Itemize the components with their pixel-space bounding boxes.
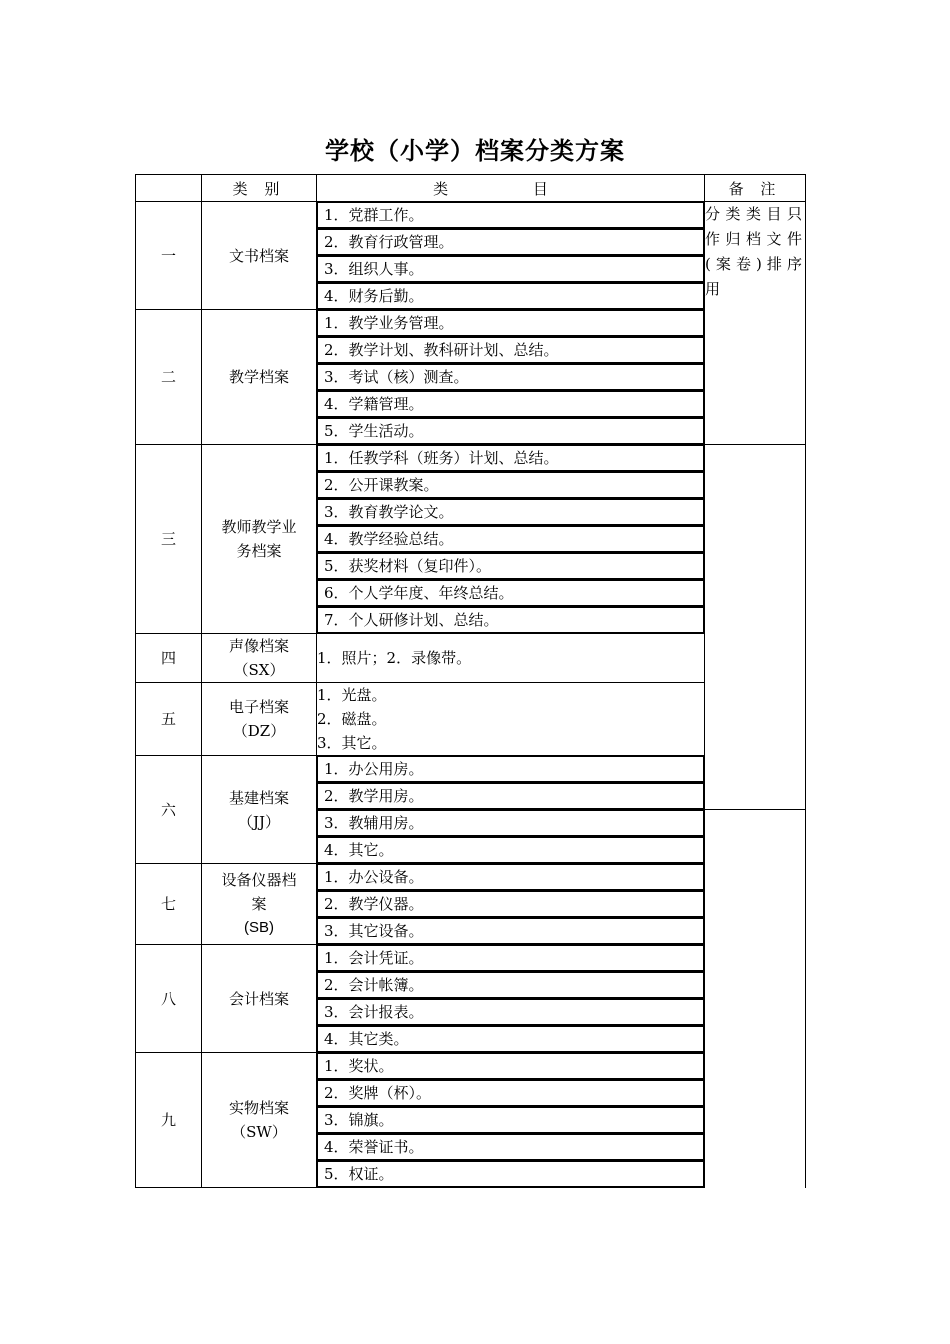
group-name [202, 756, 317, 864]
group-number: 九 [136, 1053, 202, 1188]
table-row [136, 1053, 806, 1080]
list-item: 3．考试（核）测查。 [317, 364, 705, 391]
list-item: 5．权证。 [317, 1161, 705, 1188]
list-item: 1．教学业务管理。 [317, 310, 705, 337]
group-name [202, 310, 317, 445]
list-item: 3．其它。 [317, 734, 387, 752]
group-name-line: （JJ） [237, 812, 281, 831]
list-item: 3．锦旗。 [317, 1107, 705, 1134]
archive-classification-table [135, 174, 806, 1188]
list-item: 1．办公用房。 [317, 756, 705, 783]
group-name-line: 案 [251, 895, 267, 913]
list-item: 2．会计帐簿。 [317, 972, 705, 999]
list-item: 2．教学计划、教科研计划、总结。 [317, 337, 705, 364]
group-name-line: 文书档案 [228, 246, 289, 265]
group-number: 四 [136, 634, 202, 683]
group-name [202, 445, 317, 634]
group-number: 三 [136, 445, 202, 634]
group-name-line: 实物档案 [228, 1099, 289, 1117]
group-name-line: 电子档案 [228, 698, 289, 716]
list-item: 3．组织人事。 [317, 256, 705, 283]
list-item: 3．其它设备。 [317, 918, 705, 945]
list-item: 3．会计报表。 [317, 999, 705, 1026]
group-name-line: （DZ） [232, 722, 286, 740]
table-row [136, 445, 806, 472]
header-category: 类 别 [202, 175, 317, 202]
list-item: 2．公开课教案。 [317, 472, 705, 499]
group-number: 五 [136, 683, 202, 756]
list-item: 6．个人学年度、年终总结。 [317, 580, 705, 607]
list-item: 1．照片；2．录像带。 [317, 634, 705, 683]
list-item: 1．奖状。 [317, 1053, 705, 1080]
group-name [202, 634, 317, 683]
page-title: 学校（小学）档案分类方案 [325, 137, 625, 165]
list-item: 4．财务后勤。 [317, 283, 705, 310]
group-name-line: 设备仪器档 [221, 871, 297, 889]
group-number: 八 [136, 945, 202, 1053]
list-item: 4．其它。 [317, 837, 705, 864]
list-item: 2．教学用房。 [317, 783, 705, 810]
list-item: 3．教辅用房。 [317, 810, 705, 837]
remarks-empty [705, 445, 806, 810]
list-item: 1．党群工作。 [317, 202, 705, 229]
table-header-row [136, 175, 806, 202]
list-item: 1．会计凭证。 [317, 945, 705, 972]
group-name-line: 教师教学业 [221, 518, 297, 536]
table-row [136, 864, 806, 891]
group-name-line: 务档案 [236, 542, 282, 560]
header-number [136, 175, 202, 202]
list-item: 7．个人研修计划、总结。 [317, 607, 705, 634]
group-name-line: 会计档案 [228, 989, 289, 1008]
list-item: 3．教育教学论文。 [317, 499, 705, 526]
list-item: 4．学籍管理。 [317, 391, 705, 418]
list-item: 2．磁盘。 [317, 710, 387, 728]
group-number: 二 [136, 310, 202, 445]
group-name-line: （SW） [231, 1123, 287, 1141]
group-name-line: (SB) [244, 919, 274, 936]
group-name [202, 945, 317, 1053]
list-item: 1．任教学科（班务）计划、总结。 [317, 445, 705, 472]
list-item: 4．荣誉证书。 [317, 1134, 705, 1161]
table-row [136, 202, 806, 229]
list-item: 1．办公设备。 [317, 864, 705, 891]
group-name [202, 1053, 317, 1188]
group-number: 一 [136, 202, 202, 310]
list-item: 1．光盘。 [317, 686, 387, 704]
group-name [202, 683, 317, 756]
group-name-line: 基建档案 [228, 788, 289, 807]
list-item: 2．奖牌（杯）。 [317, 1080, 705, 1107]
group-name-line: （SX） [233, 661, 285, 679]
list-item: 5．获奖材料（复印件）。 [317, 553, 705, 580]
group-name-line: 教学档案 [228, 368, 289, 386]
group-name-line: 声像档案 [228, 637, 289, 655]
group-number: 七 [136, 864, 202, 945]
header-remarks: 备 注 [705, 175, 806, 202]
table-row [136, 945, 806, 972]
item-list [317, 683, 705, 756]
list-item: 2．教学仪器。 [317, 891, 705, 918]
remarks-note: 分类类目只作归档文件(案卷)排序用 [705, 202, 806, 445]
list-item: 5．学生活动。 [317, 418, 705, 445]
list-item: 4．其它类。 [317, 1026, 705, 1053]
list-item: 2．教育行政管理。 [317, 229, 705, 256]
group-number: 六 [136, 756, 202, 864]
group-name [202, 202, 317, 310]
header-items: 类 目 [317, 175, 705, 202]
list-item: 4．教学经验总结。 [317, 526, 705, 553]
group-name [202, 864, 317, 945]
